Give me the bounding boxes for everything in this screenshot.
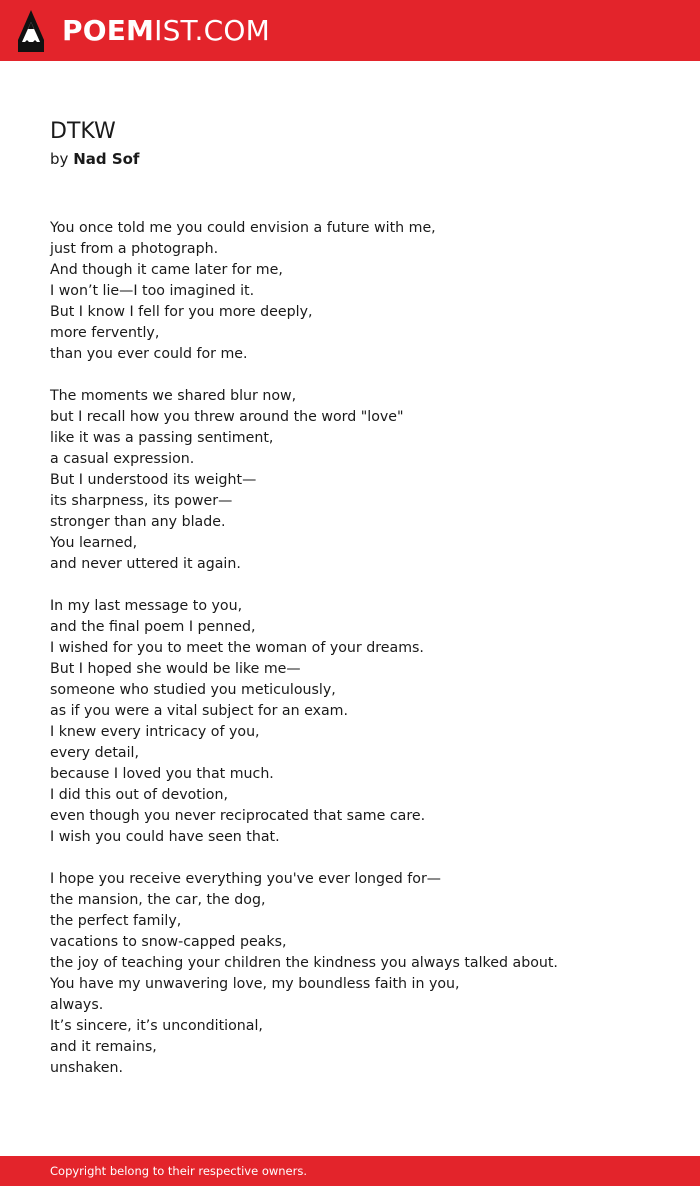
author-name[interactable]: Nad Sof: [73, 150, 140, 168]
poem-line: You have my unwavering love, my boundless faith in you,: [50, 976, 460, 992]
poem-line: I did this out of devotion,: [50, 787, 228, 803]
poem-line: the joy of teaching your children the kindness you always talked about.: [50, 955, 558, 971]
logo-text-bold: POEM: [62, 14, 155, 47]
poem-line: But I know I fell for you more deeply,: [50, 304, 313, 320]
poem-line: always.: [50, 997, 104, 1013]
poem-body: [50, 218, 670, 1079]
poem-title: DTKW: [50, 119, 116, 144]
poem-line: more fervently,: [50, 325, 160, 341]
poem-line: I won’t lie—I too imagined it.: [50, 283, 255, 299]
poem-line: even though you never reciprocated that same care.: [50, 808, 426, 824]
poem-line: vacations to snow-capped peaks,: [50, 934, 287, 950]
poem-line: I hope you receive everything you've ever longed for—: [50, 871, 441, 887]
poem-line: stronger than any blade.: [50, 514, 226, 530]
poem-line: because I loved you that much.: [50, 766, 274, 782]
poem-line: than you ever could for me.: [50, 346, 248, 362]
stanza-break: [50, 848, 670, 869]
by-label: by: [50, 150, 69, 168]
poem-line: You once told me you could envision a future with me,: [50, 220, 436, 236]
byline: [50, 148, 139, 170]
poem-line: someone who studied you meticulously,: [50, 682, 336, 698]
site-logo-link[interactable]: [62, 13, 270, 49]
poem-line: the mansion, the car, the dog,: [50, 892, 266, 908]
poem-line: In my last message to you,: [50, 598, 243, 614]
poem-line: every detail,: [50, 745, 139, 761]
poem-line: I wished for you to meet the woman of your dreams.: [50, 640, 424, 656]
stanza-break: [50, 575, 670, 596]
poem-line: like it was a passing sentiment,: [50, 430, 274, 446]
stanza-break: [50, 365, 670, 386]
copyright-notice: Copyright belong to their respective owners.: [50, 1164, 308, 1178]
poem-line: as if you were a vital subject for an exam.: [50, 703, 349, 719]
pencil-tip-icon[interactable]: [18, 10, 44, 52]
poem-line: unshaken.: [50, 1060, 124, 1076]
poem-line: a casual expression.: [50, 451, 195, 467]
poem-line: but I recall how you threw around the word "love": [50, 409, 404, 425]
site-header: [0, 0, 700, 61]
poem-line: and it remains,: [50, 1039, 157, 1055]
poem-line: I wish you could have seen that.: [50, 829, 280, 845]
poem-line: and the final poem I penned,: [50, 619, 256, 635]
logo-text-light: IST.COM: [154, 14, 270, 47]
poem-line: its sharpness, its power—: [50, 493, 233, 509]
poem-line: and never uttered it again.: [50, 556, 241, 572]
poem-line: The moments we shared blur now,: [50, 388, 297, 404]
poem-line: I knew every intricacy of you,: [50, 724, 260, 740]
poem-line: And though it came later for me,: [50, 262, 283, 278]
poem-line: just from a photograph.: [50, 241, 219, 257]
site-footer: [0, 1156, 700, 1186]
poem-line: It’s sincere, it’s unconditional,: [50, 1018, 263, 1034]
poem-line: But I hoped she would be like me—: [50, 661, 301, 677]
poem-line: But I understood its weight—: [50, 472, 257, 488]
poem-line: You learned,: [50, 535, 138, 551]
poem-line: the perfect family,: [50, 913, 182, 929]
